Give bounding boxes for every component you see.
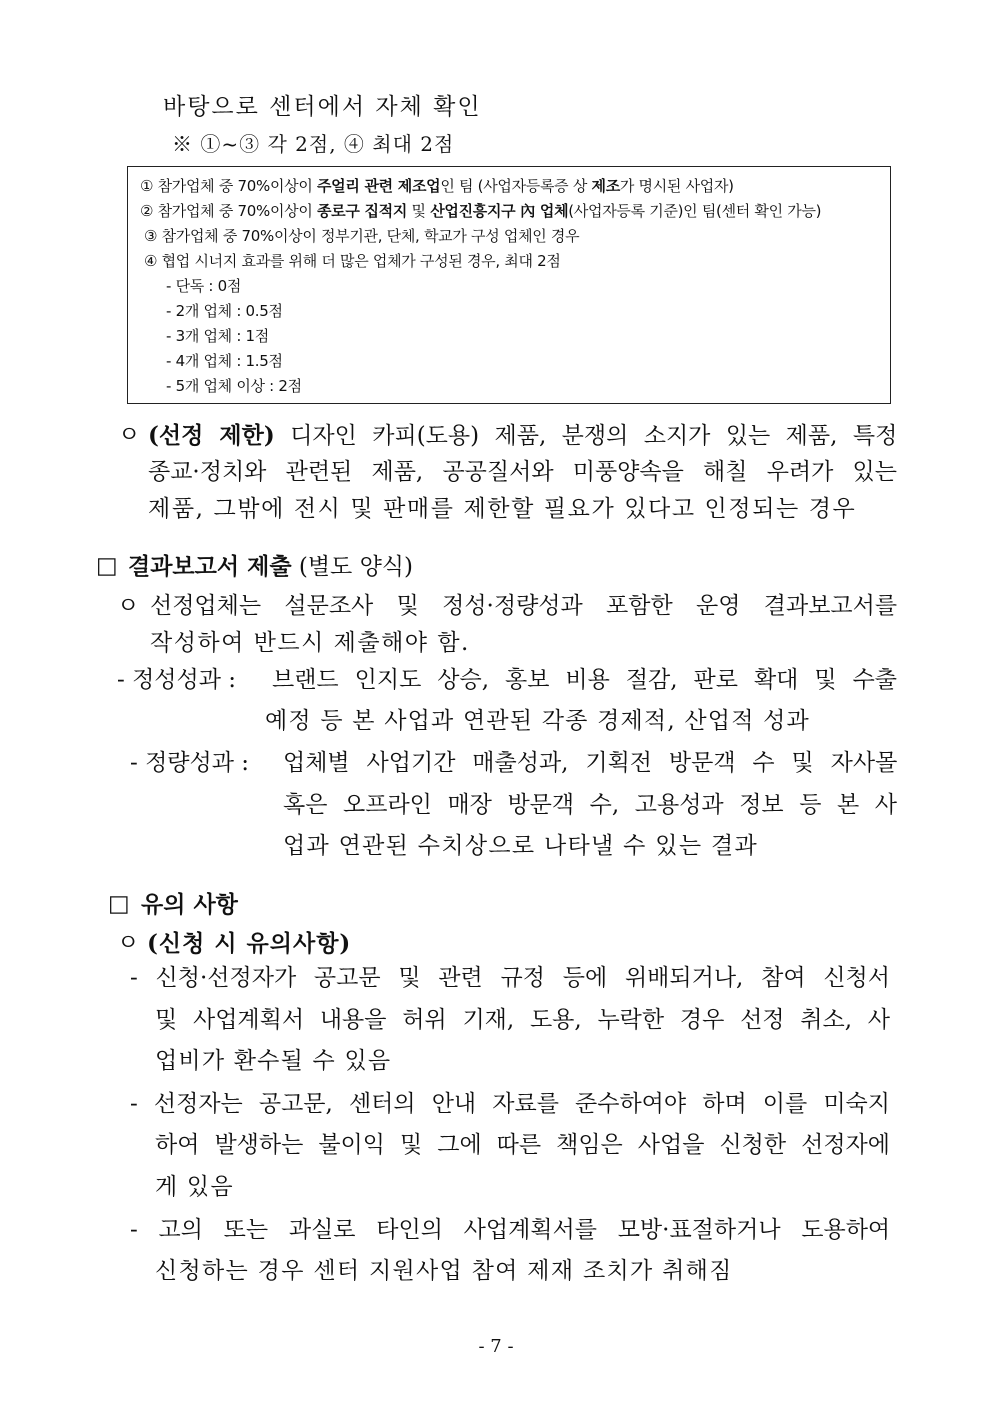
score-row: - 2개 업체 : 0.5점 <box>166 302 283 320</box>
intro-line: 바탕으로 센터에서 자체 확인 <box>163 94 482 120</box>
quantitative-line-1: 업체별 사업기간 매출성과, 기획전 방문객 수 및 자사몰 <box>283 750 898 776</box>
section-box: □ <box>108 891 130 917</box>
section-heading-notes: 유의 사항 <box>141 891 238 918</box>
criteria-item-1: ① 참가업체 중 70%이상이 주얼리 관련 제조업인 팀 (사업자등록증 상 제조가 명시된 사업자) <box>140 177 734 195</box>
qualitative-label: - 정성성과 : <box>117 667 237 693</box>
section-box: □ <box>96 553 118 579</box>
quantitative-line-3: 업과 연관된 수치상으로 나타낼 수 있는 결과 <box>283 833 758 859</box>
bullet: ㅇ <box>117 930 140 956</box>
notes-subheading: (신청 시 유의사항) <box>147 930 352 957</box>
qualitative-line-2: 예정 등 본 사업과 연관된 각종 경제적, 산업적 성과 <box>265 708 810 734</box>
bullet: ㅇ <box>118 422 141 448</box>
quantitative-line-2: 혹은 오프라인 매장 방문객 수, 고용성과 정보 등 본 사 <box>283 792 897 818</box>
quantitative-label: - 정량성과 : <box>130 750 250 776</box>
bullet: ㅇ <box>117 593 140 619</box>
criteria-item-2: ② 참가업체 중 70%이상이 종로구 집적지 및 산업진흥지구 內 업체(사업자등록 기준)인 팀(센터 확인 가능) <box>140 202 822 220</box>
qualitative-line-1: 브랜드 인지도 상승, 홍보 비용 절감, 판로 확대 및 수출 <box>272 667 897 693</box>
criteria-item-4: ④ 협업 시너지 효과를 위해 더 많은 업체가 구성된 경우, 최대 2점 <box>144 252 561 270</box>
note-3-line-1: - 고의 또는 과실로 타인의 사업계획서를 모방·표절하거나 도용하여 <box>130 1217 891 1243</box>
page-number: - 7 - <box>478 1336 514 1357</box>
restriction-line-2: 종교·정치와 관련된 제품, 공공질서와 미풍양속을 해칠 우려가 있는 <box>148 459 897 485</box>
score-row: - 4개 업체 : 1.5점 <box>166 352 283 370</box>
note-2-line-2: 하여 발생하는 불이익 및 그에 따른 책임은 사업을 신청한 선정자에 <box>155 1132 890 1158</box>
note-2-line-1: - 선정자는 공고문, 센터의 안내 자료를 준수하여야 하며 이를 미숙지 <box>130 1091 890 1117</box>
note-1-line-1: - 신청·선정자가 공고문 및 관련 규정 등에 위배되거나, 참여 신청서 <box>130 965 890 991</box>
note-3-line-2: 신청하는 경우 센터 지원사업 참여 제재 조치가 취해짐 <box>155 1258 733 1284</box>
score-row: - 5개 업체 이상 : 2점 <box>166 377 302 395</box>
restriction-line-1: (선정 제한) 디자인 카피(도용) 제품, 분쟁의 소지가 있는 제품, 특정 <box>148 422 898 449</box>
report-line-1: 선정업체는 설문조사 및 정성·정량성과 포함한 운영 결과보고서를 <box>150 593 898 619</box>
criteria-item-3: ③ 참가업체 중 70%이상이 정부기관, 단체, 학교가 구성 업체인 경우 <box>144 227 580 245</box>
note-2-line-3: 게 있음 <box>155 1174 234 1200</box>
score-row: - 3개 업체 : 1점 <box>166 327 269 345</box>
restriction-line-3: 제품, 그밖에 전시 및 판매를 제한할 필요가 있다고 인정되는 경우 <box>148 496 857 522</box>
section-heading-report: 결과보고서 제출 (별도 양식) <box>128 553 413 580</box>
report-line-2: 작성하여 반드시 제출해야 함. <box>150 630 470 656</box>
note-1-line-3: 업비가 환수될 수 있음 <box>155 1048 392 1074</box>
criteria-box <box>127 166 891 404</box>
score-note: ※ ①~③ 각 2점, ④ 최대 2점 <box>172 132 455 156</box>
note-1-line-2: 및 사업계획서 내용을 허위 기재, 도용, 누락한 경우 선정 취소, 사 <box>155 1007 890 1033</box>
score-row: - 단독 : 0점 <box>166 277 242 295</box>
